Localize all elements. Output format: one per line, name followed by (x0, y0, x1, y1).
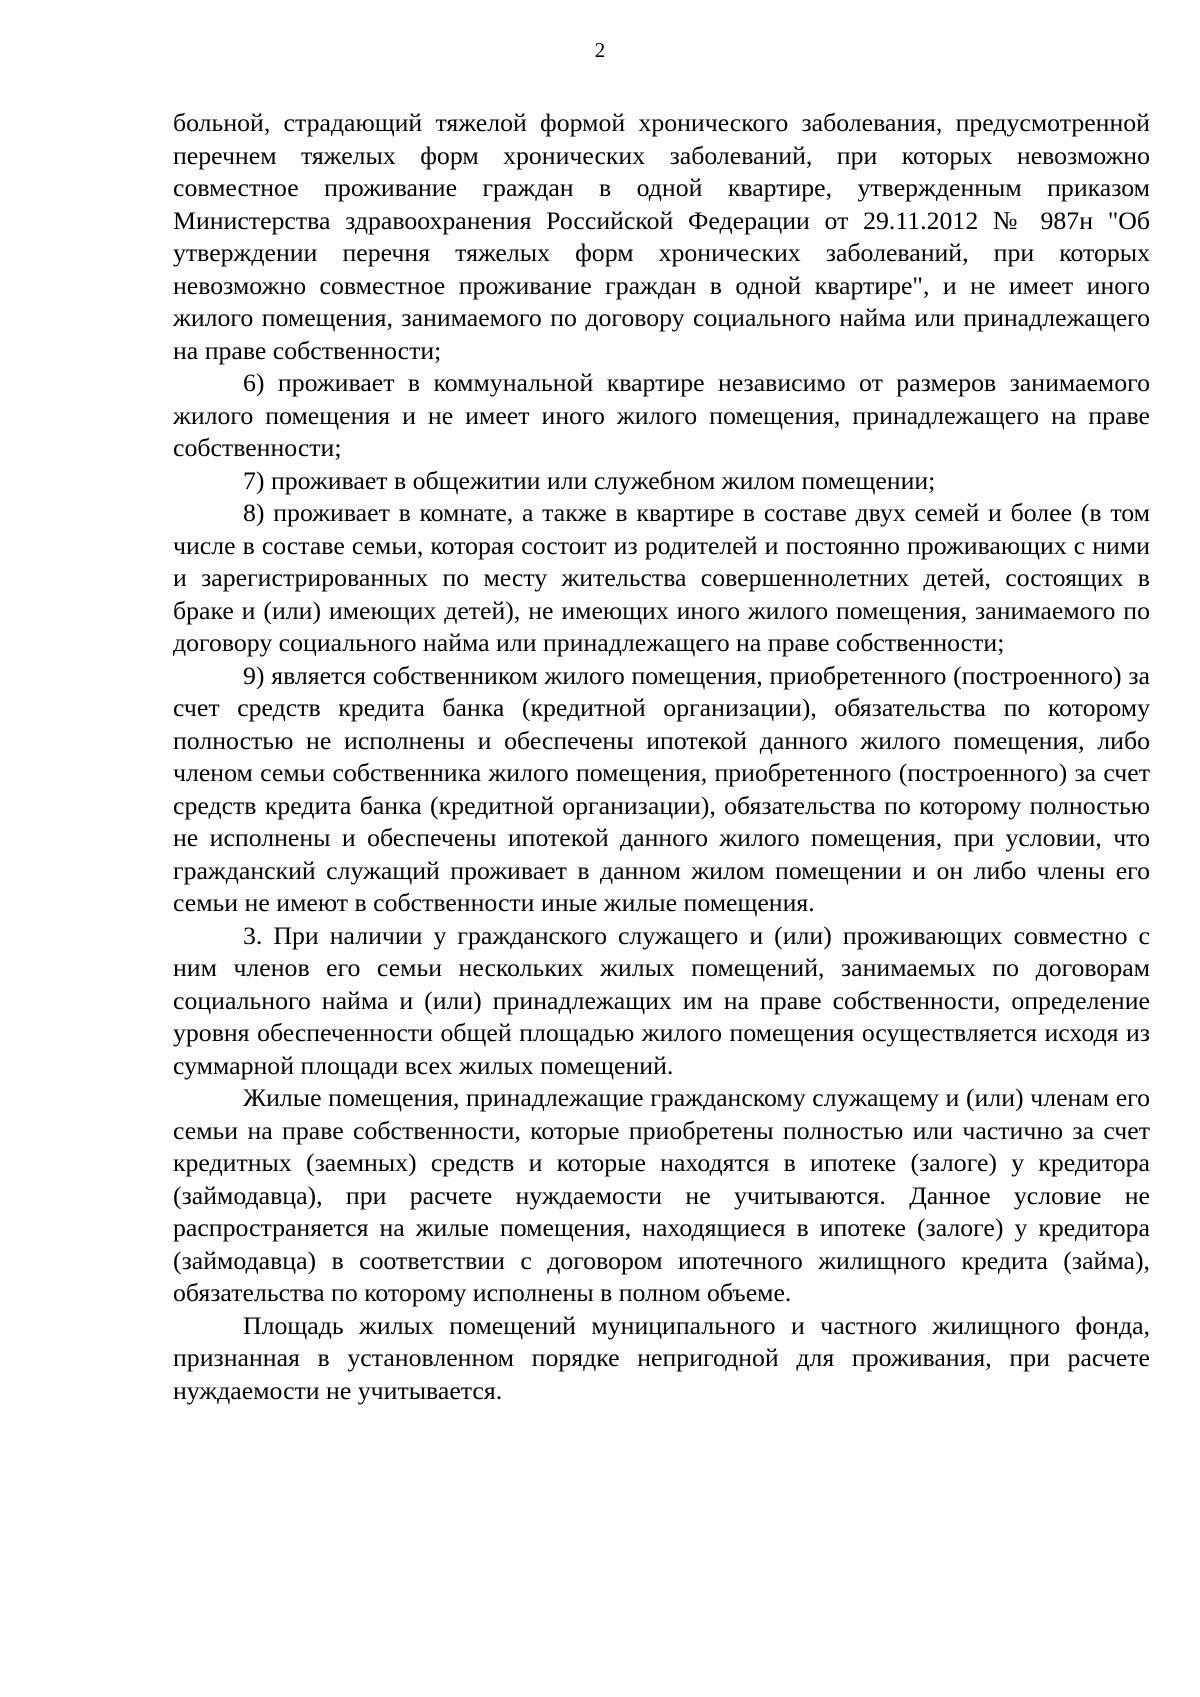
paragraph-item-6: 6) проживает в коммунальной квартире независимо от размеров занимаемого жилого помещения и не имеет иного жилого помещения, принадлежащего на праве собственности; (173, 368, 1150, 462)
paragraph-section-3: 3. При наличии у гражданского служащего и (или) проживающих совместно с ним членов его семьи нескольких жилых помещений, занимаемых по договорам социального найма и (или) принадлежащих им на праве собственности, определение уровня обеспеченности общей площадью жилого помещения осуществляется исходя из суммарной площади всех жилых помещений. (173, 920, 1150, 1080)
paragraph-continuation: больной, страдающий тяжелой формой хронического заболевания, предусмотренной перечнем тяжелых форм хронических заболеваний, при которых невозможно совместное проживание граждан в одной квартире, утвержденным приказом Министерства здравоохранения Российской Федерации от 29.11.2012 № 987н "Об утверждении перечня тяжелых форм хронических заболеваний, при которых невозможно совместное проживание граждан в одной квартире", и не имеет иного жилого помещения, занимаемого по договору социального найма или принадлежащего на праве собственности; (173, 108, 1150, 365)
document-body (173, 107, 1150, 1407)
paragraph-item-8: 8) проживает в комнате, а также в квартире в составе двух семей и более (в том числе в составе семьи, которая состоит из родителей и постоянно проживающих с ними и зарегистрированных по месту жительства совершеннолетних детей, состоящих в браке и (или) имеющих детей), не имеющих иного жилого помещения, занимаемого по договору социального найма или принадлежащего на праве собственности; (173, 498, 1150, 657)
paragraph-item-9: 9) является собственником жилого помещения, приобретенного (построенного) за счет средств кредита банка (кредитной организации), обязательства по которому полностью не исполнены и обеспечены ипотекой данного жилого помещения, либо членом семьи собственника жилого помещения, приобретенного (построенного) за счет средств кредита банка (кредитной организации), обязательства по которому полностью не исполнены и обеспечены ипотекой данного жилого помещения, при условии, что гражданский служащий проживает в данном жилом помещении и он либо члены его семьи не имеют в собственности иные жилые помещения. (173, 660, 1150, 917)
page-number: 2 (594, 38, 606, 62)
paragraph-unfit-housing: Площадь жилых помещений муниципального и частного жилищного фонда, признанная в установленном порядке непригодной для проживания, при расчете нуждаемости не учитывается. (173, 1310, 1150, 1405)
paragraph-item-7: 7) проживает в общежитии или служебном жилом помещении; (243, 465, 936, 495)
paragraph-mortgage: Жилые помещения, принадлежащие гражданскому служащему и (или) членам его семьи на праве собственности, которые приобретены полностью или частично за счет кредитных (заемных) средств и которые находятся в ипотеке (залоге) у кредитора (займодавца), при расчете нуждаемости не учитываются. Данное условие не распространяется на жилые помещения, находящиеся в ипотеке (залоге) у кредитора (займодавца) в соответствии с договором ипотечного жилищного кредита (займа), обязательства по которому исполнены в полном объеме. (173, 1083, 1150, 1307)
